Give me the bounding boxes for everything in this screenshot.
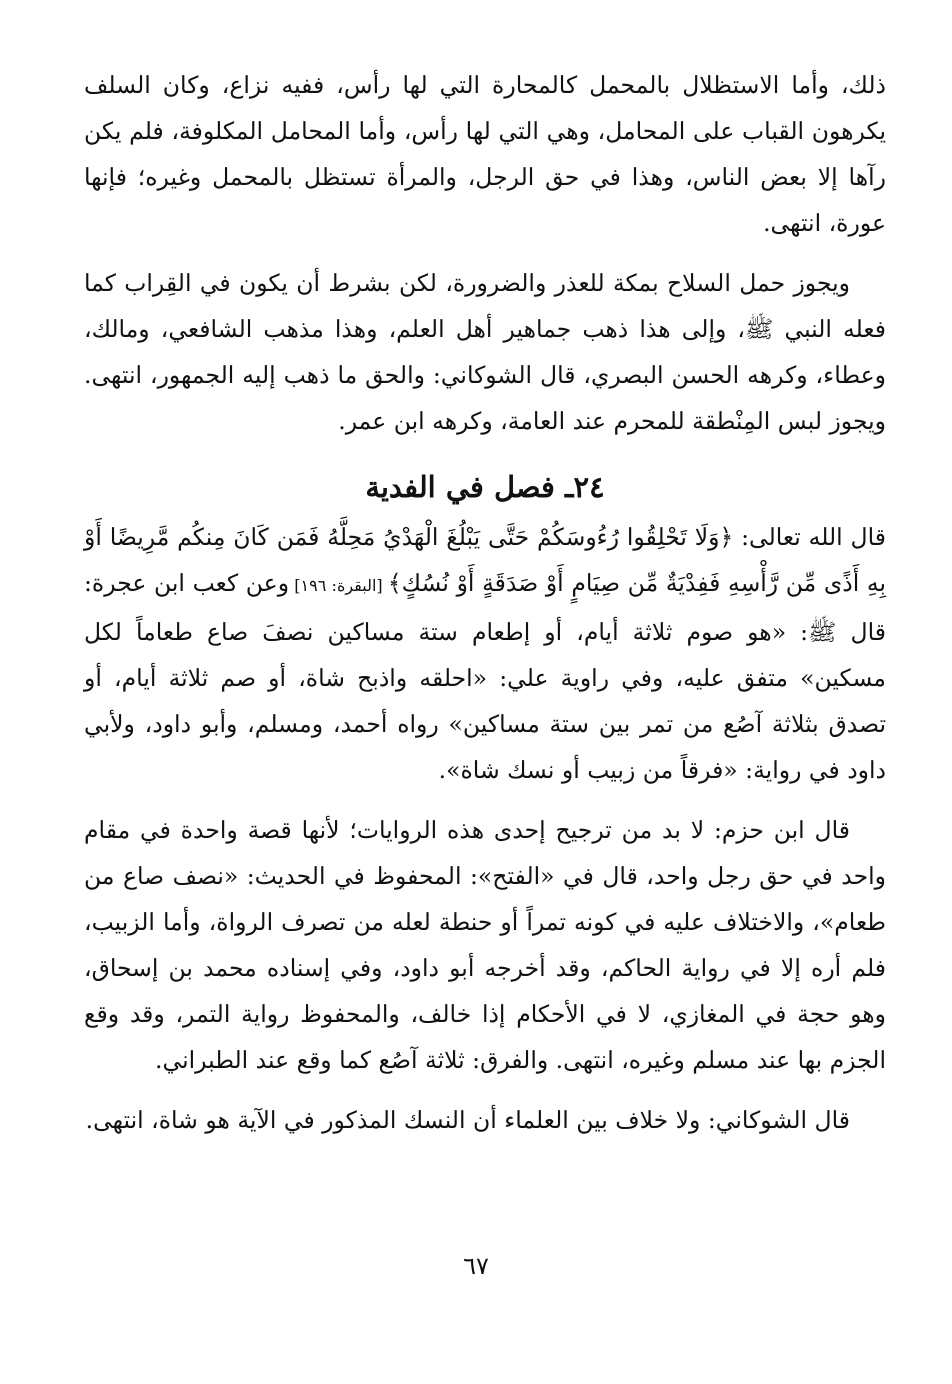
paragraph-sunshade: ذلك، وأما الاستظلال بالمحمل كالمحارة التي لها رأس، ففيه نزاع، وكان السلف يكرهون القباب على المحامل، وهي التي لها رأس، وأما المحامل المكلوفة، فلم يكن رآها إلا بعض الناس، وهذا في حق الرجل، والمرأة تستظل بالمحمل وغيره؛ فإنها عورة، انتهى.	[84, 71, 886, 237]
paragraph-fidya	[84, 514, 886, 793]
page-number: ٦٧	[463, 1252, 489, 1280]
fidya-intro: قال الله تعالى:	[733, 523, 886, 551]
fidya-hadith: وعن كعب ابن عجرة: قال ﷺ: «هو صوم ثلاثة أيام، أو إطعام ستة مساكين نصفَ صاع طعاماً لكل مسكين» متفق عليه، وفي راوية علي: «احلقه واذبح شاة، أو صم ثلاثة أيام، أو تصدق بثلاثة آصُع من تمر بين ستة مساكين» رواه أحمد، ومسلم، وأبو داود، ولأبي داود في رواية: «فرقاً من زبيب أو نسك شاة».	[84, 569, 886, 784]
verse-reference: [البقرة: ١٩٦]	[289, 576, 388, 595]
page-body	[84, 62, 886, 1143]
section-heading: ٢٤ـ فصل في الفدية	[365, 470, 605, 504]
quran-verse: ﴿وَلَا تَحْلِقُوا رُءُوسَكُمْ حَتَّى يَبْلُغَ الْهَدْيُ مَحِلَّهُ فَمَن كَانَ مِنكُم مَّرِيضًا أَوْ بِهِ أَذًى مِّن رَّأْسِهِ فَفِدْيَةٌ مِّن صِيَامٍ أَوْ صَدَقَةٍ أَوْ نُسُكٍ﴾	[84, 523, 887, 597]
paragraph-weapons: ويجوز حمل السلاح بمكة للعذر والضرورة، لكن بشرط أن يكون في القِراب كما فعله النبي ﷺ، وإلى هذا ذهب جماهير أهل العلم، وهذا مذهب الشافعي، ومالك، وعطاء، وكرهه الحسن البصري، قال الشوكاني: والحق ما ذهب إليه الجمهور، انتهى. ويجوز لبس المِنْطقة للمحرم عند العامة، وكرهه ابن عمر.	[84, 269, 886, 435]
paragraph-shawkani: قال الشوكاني: ولا خلاف بين العلماء أن النسك المذكور في الآية هو شاة، انتهى.	[85, 1106, 850, 1134]
paragraph-ibn-hazm: قال ابن حزم: لا بد من ترجيح إحدى هذه الروايات؛ لأنها قصة واحدة في مقام واحد في حق رجل واحد، قال في «الفتح»: المحفوظ في الحديث: «نصف صاع من طعام»، والاختلاف عليه في كونه تمراً أو حنطة لعله من تصرف الرواة، وأما الزبيب، فلم أره إلا في رواية الحاكم، وقد أخرجه أبو داود، وفي إسناده محمد بن إسحاق، وهو حجة في المغازي، لا في الأحكام إذا خالف، والمحفوظ رواية التمر، وقد وقع الجزم بها عند مسلم وغيره، انتهى. والفرق: ثلاثة آصُع كما وقع عند الطبراني.	[84, 816, 886, 1074]
